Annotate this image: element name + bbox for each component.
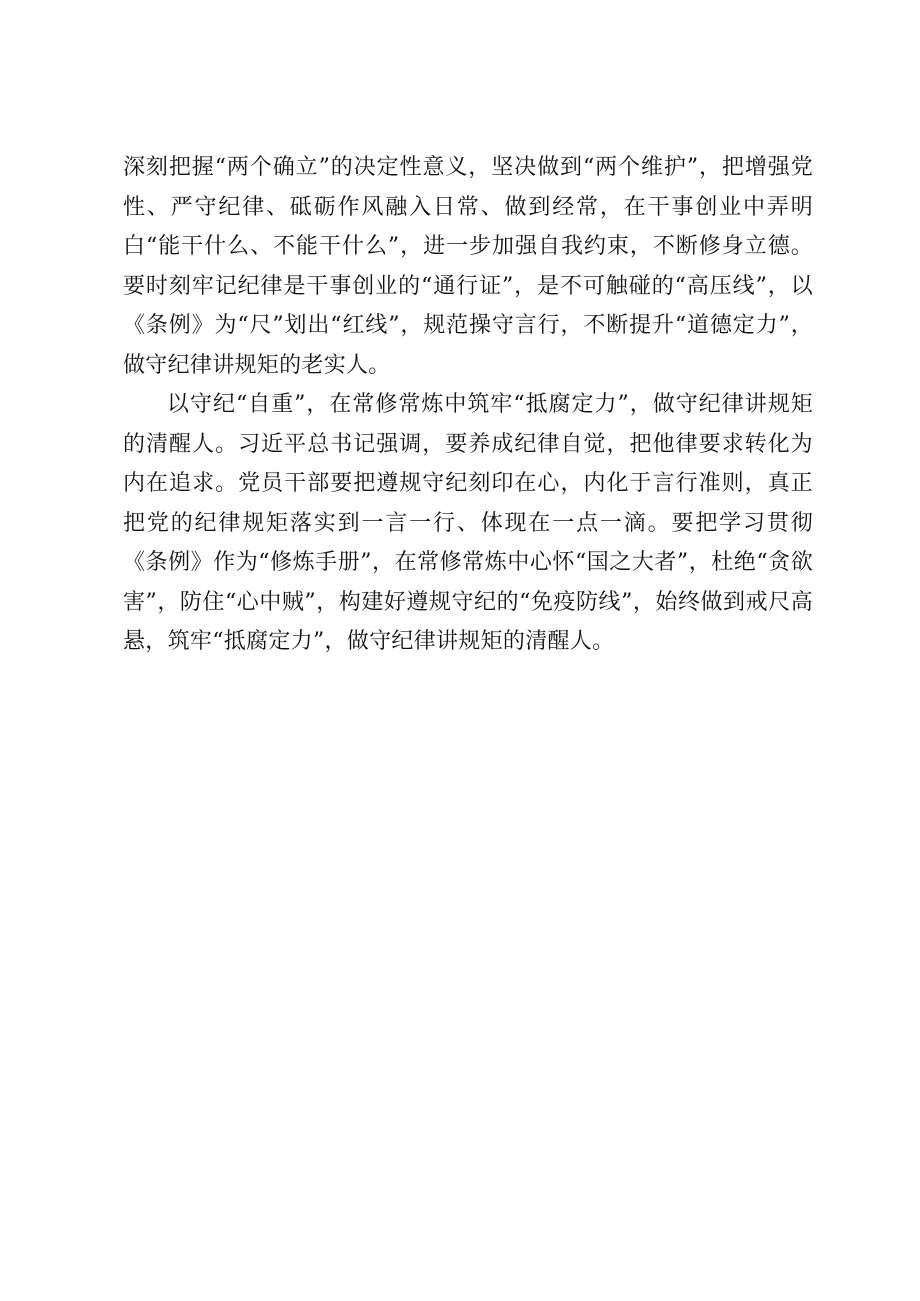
document-body [123, 148, 813, 662]
paragraph-2: 以守纪“自重”，在常修常炼中筑牢“抵腐定力”，做守纪律讲规矩的清醒人。习近平总书记强调，要养成纪律自觉，把他律要求转化为内在追求。党员干部要把遵规守纪刻印在心，内化于言行准则，真正把党的纪律规矩落实到一言一行、体现在一点一滴。要把学习贯彻《条例》作为“修炼手册”，在常修常炼中心怀“国之大者”，杜绝“贪欲害”，防住“心中贼”，构建好遵规守纪的“免疫防线”，始终做到戒尺高悬，筑牢“抵腐定力”，做守纪律讲规矩的清醒人。 [123, 392, 813, 654]
paragraph-1: 深刻把握“两个确立”的决定性意义，坚决做到“两个维护”，把增强党性、严守纪律、砥砺作风融入日常、做到经常，在干事创业中弄明白“能干什么、不能干什么”，进一步加强自我约束，不断修身立德。要时刻牢记纪律是干事创业的“通行证”，是不可触碰的“高压线”，以《条例》为“尺”划出“红线”，规范操守言行，不断提升“道德定力”，做守纪律讲规矩的老实人。 [123, 155, 813, 378]
